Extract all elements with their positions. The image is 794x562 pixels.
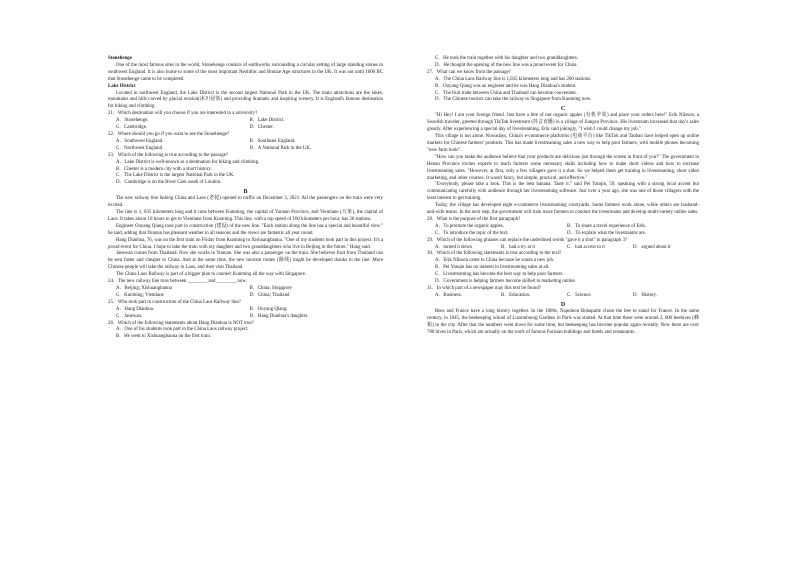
option-a: A．Southwest England. (116, 138, 164, 144)
option-d: D．argued about it (633, 244, 671, 250)
option-c: C．Livestreaming has become the best way to help poor farmers. (435, 272, 564, 278)
option-b: B．had a try at it (501, 244, 535, 250)
option-c: C．The Lake District is the largest National Park in the UK. (116, 173, 235, 179)
lake-district-paragraph: Located in northwest England, the Lake District is the second largest National Park in the UK. The main attractions are the lakes, mountains and hills carved by glacial erosion(冰川侵蚀) and providing dramatic and inspiring scenery. It is England's famous destination for hiking and climbing. (108, 90, 383, 110)
passage-c-paragraph: "Hi Hey! I am your foreign friend. Just have a bite of our organic apples (有机苹果) and place your orders here!" Erik Nilsson, a Swedish traveler, greeted through TikTok livestream (抖音直播) in a village of Jiangsu Province. His livestream increased that day's sales greatly. After experiencing a special day of livestreaming, Erik said jokingly, "I wish I could change my job." (427, 113, 699, 133)
option-b: B．Pei Yanqin has no interest in livestreaming sales at all. (435, 265, 550, 271)
option-c: C．The fruit trade between China and Thailand can become convenient. (435, 90, 577, 96)
question-24-options (116, 286, 383, 293)
question-28-options (435, 231, 699, 238)
option-a: A．Business. (435, 292, 463, 298)
question-28-options (435, 224, 699, 231)
option-a: A．Lake District is well-known as a destination for hiking and climbing. (116, 159, 260, 165)
question-21: 21．Which destination will you choose if you are interested in a university? (108, 111, 258, 117)
question-22: 22．Where should you go if you want to see the Stonehenge? (108, 131, 230, 137)
question-28: 28．What is the purpose of the first paragraph? (427, 216, 521, 222)
option-a: A．The China Laos Railway line is 1,035 kilometers long and has 200 stations. (435, 76, 592, 82)
passage-d-paragraph: Bees and France have a long history together. In the 1800s, Napoleon Bonaparte chose the bee to stand for France. In the same century, in 1845, the beekeeping school of Luxembourg Gardens in Paris was started. At that time there were around 2, 000 beehives (蜂箱) in the city. After that the numbers went down for some time, but beekeeping has become popular again recently. Now there are over 700 hives in Paris, which are actually on the roofs of famous Parisian buildings and hotels and restaurants. (427, 308, 699, 335)
stonehenge-title: Stonehenge (108, 56, 132, 61)
question-22-options (116, 146, 383, 153)
option-d: D．Government is helping farmers become skilled in marketing online. (435, 279, 576, 285)
option-c: C．Science. (567, 292, 592, 298)
option-c: C．Kunming; Vientiane (116, 292, 164, 298)
question-24-options (116, 293, 383, 300)
option-d: D．A National Park in the UK. (249, 145, 312, 151)
question-25-options (116, 307, 383, 314)
passage-b-paragraph: The China Laos Railway is part of a bigger plan to connect Kunming all the way with Singapore. (116, 272, 307, 278)
section-b-heading: B (243, 189, 248, 196)
question-23: 23．Which of the following is true according to the passage? (108, 152, 229, 158)
option-a: A．Erik Nilsson came to China because he wants a new job. (435, 258, 555, 264)
option-d: D．He thought the opening of the new line was a proud event for China. (435, 62, 578, 68)
option-b: B．He went to Xishuangbanna on the first train. (116, 334, 212, 340)
option-d: D．China; Thailand (249, 292, 290, 298)
passage-c-paragraph: This village is not alone. Nowadays, China's e-commerce platforms (电商平台) like TikTok and Taobao have helped open up online markets for Chinese farmers' products. This has made livestreaming sales a new way to help poor farmers, with mobile phones becoming "new farm tools". (427, 134, 699, 153)
question-25: 25．Who took part in construction of the China Laos Railway line? (108, 299, 241, 305)
option-b: B．Ouyang Qiang. (249, 306, 288, 312)
question-27: 27．What can we know from the passage? (427, 69, 511, 75)
question-21-options (116, 125, 383, 132)
section-c-heading: C (560, 106, 566, 113)
right-column (427, 56, 699, 336)
stonehenge-paragraph: One of the most famous sites in the world, Stonehenge consists of earthworks surrounding a circular setting of large standing stones in southwest England. It is also home to some of the most important Neolithic and Bronze Age structures in the UK. It was not until 1600 BC that Stonehenge came to be completed. (108, 62, 383, 82)
option-d: D．Hang Dianhua's daughter. (249, 313, 309, 319)
option-c: C．To introduce the topic of the text. (435, 230, 509, 236)
option-a: A．One of his students took part in the China Laos railway project. (116, 327, 249, 333)
option-b: B．China; Singapore (249, 286, 292, 291)
option-d: D．To explain what the livestreams are. (567, 230, 646, 236)
passage-c-paragraph: Today, the village has developed eight e-commerce livestreaming courtyards. Some farmers work alone, while others are husband-and-wife teams. In the next step, the government will train more farmers to conduct the livestreams and develop multi-variety online sales. (427, 203, 699, 216)
section-d-heading: D (560, 301, 566, 308)
option-b: B．To share a travel experience of Erik. (567, 223, 647, 229)
option-b: B．Education. (501, 292, 531, 298)
passage-b-paragraph: Engineer Ouyang Qiang took part in construction (建设) of the new line. "Each station along the line has a special and beautiful view." he said, adding that Yunnan has pleasant weather in all seasons and the views are fantastic all year round. (108, 223, 383, 236)
option-a: A．To promote the organic apples. (435, 223, 504, 229)
question-25-options (116, 314, 383, 321)
option-a: A．Hang Dianhua. (116, 306, 155, 312)
option-d: D．Cambridge is on the River Cam south of London. (116, 180, 222, 186)
question-22-options (116, 139, 383, 146)
option-b: B．Ouyang Qiang was an engineer and he was Hang Dianhua's student. (435, 83, 577, 89)
option-c: C．Northwest England. (116, 145, 164, 151)
left-column (108, 56, 383, 341)
option-d: D．Chester. (249, 125, 274, 131)
option-b: B．Southeast England. (249, 138, 296, 144)
option-a: A．Stonehenge. (116, 118, 149, 124)
option-c: C．Cambridge. (116, 125, 148, 131)
passage-b-paragraph: The new railway line linking China and Laos (老挝) opened to traffic on December 3, 2021. All the passengers on the train were very excited. (108, 196, 383, 209)
passage-b-paragraph: Hang Dianhua, 76, was on the first train on Friday from Kunming to Xishuangbanna. "One of my students took part in this project. It's a proud event for China. I hope to take the train with my daughter and two granddaughters who live in Beijing in the future." Hang said. (108, 237, 383, 250)
option-c: C．had access to it (567, 244, 605, 250)
option-a: A．Beijing; Xishuangbanna (116, 286, 172, 291)
question-29: 29．Which of the following phrases can replace the underlined words "gave it a shot" in paragraph 3? (427, 237, 628, 243)
question-31: 31．In which part of a newspaper may this text be found? (427, 286, 541, 291)
option-d: D．The Chinese tourists can take the railway to Singapore from Kunming now. (435, 97, 592, 103)
question-21-options (116, 118, 383, 125)
question-30: 30．Which of the following statements is true according to the text? (427, 251, 562, 257)
question-26: 26．Which of the following statements about Hang Dianhua is NOT true? (108, 320, 254, 326)
option-b: B．Chester is a modern city with a short history. (116, 166, 212, 172)
lake-district-title: Lake District (108, 83, 136, 89)
passage-c-paragraph: "How can you make the audience believe that your products are delicious just through the screen in front of you?" The government in Henan Province invites experts to teach farmers some necessary skills including how to make short videos and how to increase livestreaming sales. "However, at first, only a few villagers gave it a shot. So we helped them get training in livestreaming, short video marketing, and other courses. It wasn't fancy, but simple, practical, and effective." (427, 154, 699, 181)
option-a: A．turned it down (435, 244, 472, 250)
question-24: 24．The new railway line runs between ________ and ________ now. (108, 279, 247, 285)
passage-b-paragraph: Janewan comes from Thailand. Now she works in Yunnan. She was also a passenger on the train. She believes fruit from Thailand can be sent faster and cheaper to China. And at the same time, the new tourism routes (路线) might be developed thanks to the line. More Chinese people will take the railway to Laos, and then visit Thailand. (108, 251, 383, 271)
option-d: D．History. (633, 292, 657, 298)
question-31-options (435, 293, 699, 300)
option-b: B．Lake District. (249, 118, 285, 124)
option-c: C．He took the train together with his daughter and two granddaughters. (435, 56, 579, 61)
question-29-options (435, 245, 699, 252)
option-c: C．Janewan. (116, 313, 143, 319)
passage-b-paragraph: The line is 1, 035 kilometers long and it runs between Kunming, the capital of Yunnan Province, and Vientiane (万象), the capital of Laos. It takes about 10 hours to get to Vientiane from Kunming. This line, with a top speed of 160 kilometers per hour, has 20 stations. (108, 210, 383, 222)
passage-c-paragraph: "Everybody, please take a look. This is the best banana. Taste it." said Pei Yanqin, 59, speaking with a strong local accent but communicating carefully with audience through her livestreaming software. Just over a year ago, she was one of those villagers with the least interest to get training. (427, 182, 699, 202)
